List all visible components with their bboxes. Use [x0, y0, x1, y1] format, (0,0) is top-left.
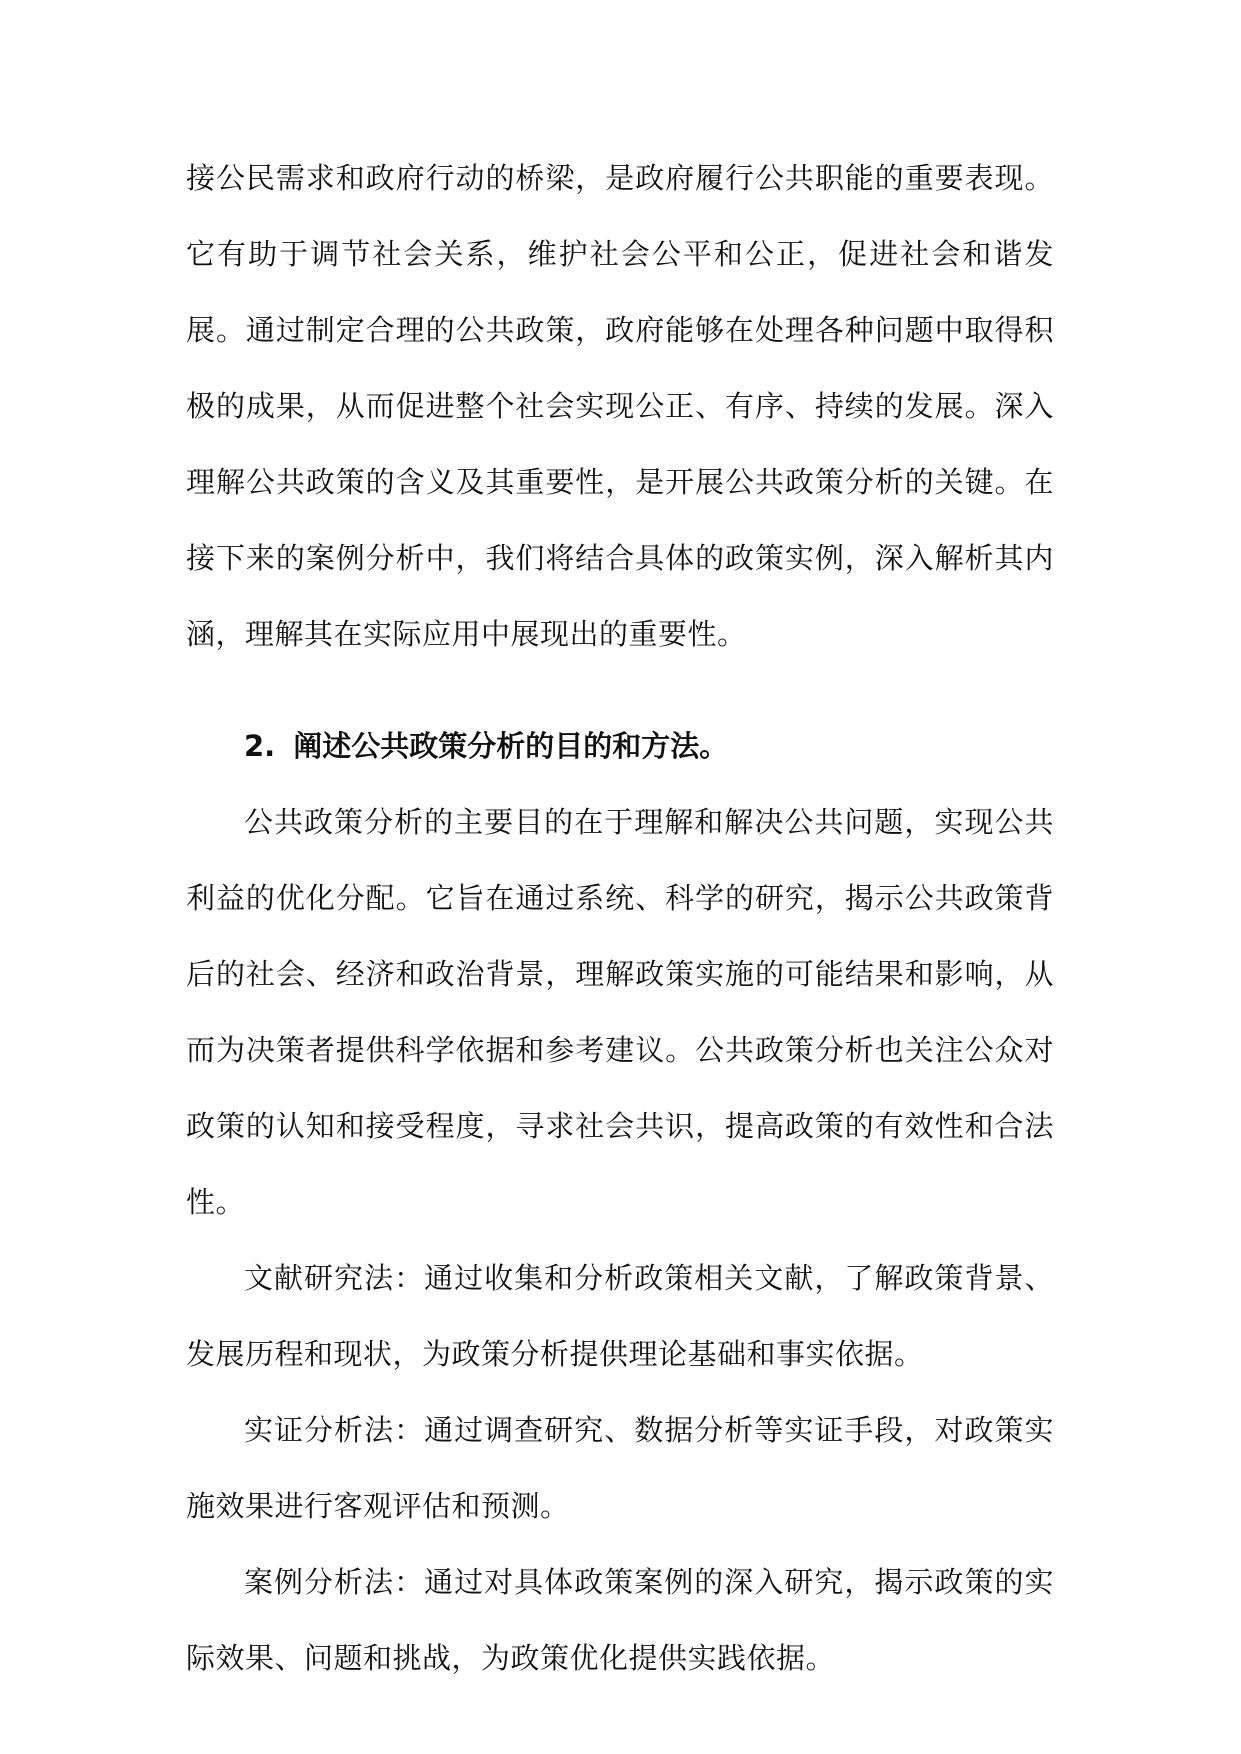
method-empirical-paragraph: 实证分析法：通过调查研究、数据分析等实证手段，对政策实施效果进行客观评估和预测。 [186, 1413, 1054, 1523]
purpose-paragraph: 公共政策分析的主要目的在于理解和解决公共问题，实现公共利益的优化分配。它旨在通过系统、科学的研究，揭示公共政策背后的社会、经济和政治背景，理解政策实施的可能结果和影响，从而为决策者提供科学依据和参考建议。公共政策分析也关注公众对政策的认知和接受程度，寻求社会共识，提高政策的有效性和合法性。 [186, 805, 1054, 1219]
method-case-paragraph: 案例分析法：通过对具体政策案例的深入研究，揭示政策的实际效果、问题和挑战，为政策优化提供实践依据。 [186, 1565, 1054, 1675]
section-heading [186, 708, 1054, 784]
section-number: 2. [244, 729, 276, 763]
section-title: 阐述公共政策分析的目的和方法。 [293, 729, 729, 763]
document-body [186, 140, 1054, 1696]
method-literature-paragraph: 文献研究法：通过收集和分析政策相关文献，了解政策背景、发展历程和现状，为政策分析提供理论基础和事实依据。 [186, 1261, 1054, 1371]
intro-paragraph: 接公民需求和政府行动的桥梁，是政府履行公共职能的重要表现。它有助于调节社会关系，维护社会公平和公正，促进社会和谐发展。通过制定合理的公共政策，政府能够在处理各种问题中取得积极的成果，从而促进整个社会实现公正、有序、持续的发展。深入理解公共政策的含义及其重要性，是开展公共政策分析的关键。在接下来的案例分析中，我们将结合具体的政策实例，深入解析其内涵，理解其在实际应用中展现出的重要性。 [186, 161, 1054, 651]
